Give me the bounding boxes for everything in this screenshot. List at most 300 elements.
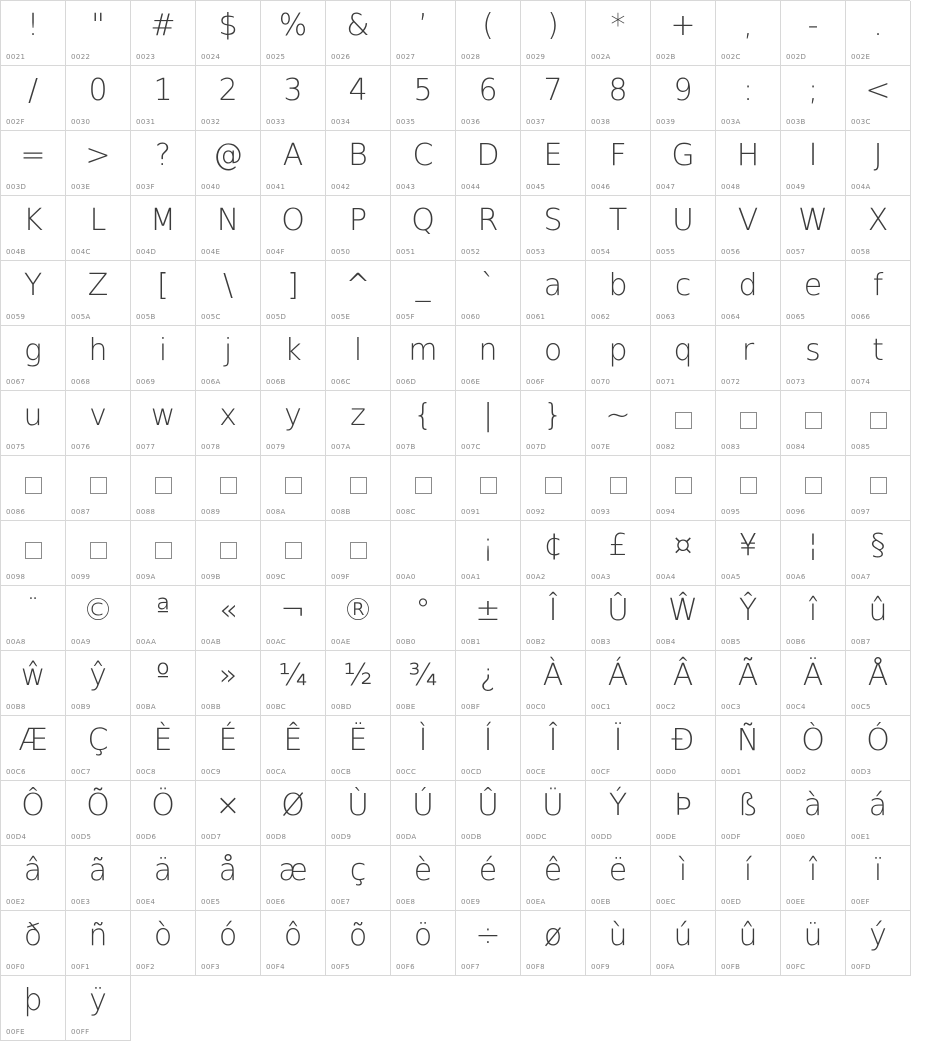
glyph-cell[interactable] <box>1 261 66 326</box>
glyph-codepoint: 0096 <box>786 508 806 516</box>
glyph-cell[interactable] <box>391 846 456 911</box>
glyph-preview: ã <box>88 853 108 888</box>
glyph-cell[interactable] <box>261 911 326 976</box>
glyph-cell[interactable] <box>66 326 131 391</box>
glyph-cell[interactable] <box>781 1 846 66</box>
glyph-cell[interactable] <box>521 846 586 911</box>
glyph-codepoint: 004D <box>136 248 157 256</box>
glyph-preview: Î <box>548 593 558 628</box>
glyph-cell[interactable] <box>326 196 391 261</box>
glyph-cell[interactable] <box>391 261 456 326</box>
glyph-cell[interactable] <box>66 781 131 846</box>
glyph-codepoint: 0027 <box>396 53 416 61</box>
glyph-cell[interactable] <box>1 846 66 911</box>
glyph-cell[interactable] <box>456 846 521 911</box>
glyph-cell[interactable] <box>586 846 651 911</box>
glyph-cell[interactable] <box>456 326 521 391</box>
glyph-cell[interactable] <box>521 66 586 131</box>
glyph-codepoint: 0089 <box>201 508 221 516</box>
glyph-cell[interactable] <box>391 66 456 131</box>
glyph-cell[interactable] <box>131 911 196 976</box>
glyph-cell[interactable] <box>716 1 781 66</box>
glyph-codepoint: 00D8 <box>266 833 287 841</box>
glyph-cell[interactable] <box>456 521 521 586</box>
glyph-cell[interactable] <box>716 131 781 196</box>
glyph-cell[interactable] <box>66 66 131 131</box>
glyph-cell[interactable] <box>651 391 716 456</box>
glyph-cell[interactable] <box>846 196 911 261</box>
glyph-cell[interactable] <box>1 66 66 131</box>
glyph-codepoint: 00AA <box>136 638 157 646</box>
glyph-preview: ¨ <box>25 593 41 628</box>
glyph-cell[interactable] <box>196 846 261 911</box>
glyph-cell[interactable] <box>131 1 196 66</box>
glyph-cell[interactable] <box>66 911 131 976</box>
glyph-cell[interactable] <box>651 1 716 66</box>
glyph-cell[interactable] <box>716 66 781 131</box>
glyph-cell[interactable] <box>131 716 196 781</box>
glyph-cell[interactable] <box>521 196 586 261</box>
glyph-cell[interactable] <box>521 781 586 846</box>
glyph-cell[interactable] <box>781 716 846 781</box>
glyph-cell[interactable] <box>66 651 131 716</box>
glyph-cell[interactable] <box>716 521 781 586</box>
glyph-codepoint: 008C <box>396 508 416 516</box>
glyph-cell[interactable] <box>261 326 326 391</box>
glyph-cell[interactable] <box>716 196 781 261</box>
glyph-codepoint: 00E0 <box>786 833 806 841</box>
glyph-cell[interactable] <box>846 326 911 391</box>
glyph-cell[interactable] <box>586 781 651 846</box>
glyph-codepoint: 00F6 <box>396 963 415 971</box>
glyph-cell[interactable] <box>781 651 846 716</box>
glyph-cell[interactable] <box>326 261 391 326</box>
glyph-cell[interactable] <box>781 586 846 651</box>
glyph-cell[interactable] <box>1 651 66 716</box>
glyph-preview: > <box>85 138 111 173</box>
glyph-preview: b <box>608 268 628 303</box>
glyph-codepoint: 0074 <box>851 378 871 386</box>
glyph-cell[interactable] <box>716 716 781 781</box>
glyph-codepoint: 00BA <box>136 703 157 711</box>
glyph-preview <box>196 460 260 502</box>
glyph-cell[interactable] <box>521 586 586 651</box>
glyph-cell[interactable] <box>391 391 456 456</box>
glyph-cell[interactable] <box>651 326 716 391</box>
glyph-codepoint: 00E4 <box>136 898 156 906</box>
glyph-cell[interactable] <box>66 196 131 261</box>
glyph-codepoint: 0083 <box>721 443 741 451</box>
glyph-cell[interactable] <box>716 781 781 846</box>
glyph-cell[interactable] <box>521 716 586 781</box>
glyph-cell[interactable] <box>716 846 781 911</box>
glyph-preview: Ó <box>866 723 890 758</box>
glyph-preview: ~ <box>605 398 631 433</box>
glyph-codepoint: 00C6 <box>6 768 26 776</box>
glyph-preview <box>131 525 195 567</box>
glyph-cell[interactable] <box>781 846 846 911</box>
glyph-cell[interactable] <box>131 66 196 131</box>
glyph-codepoint: 00B1 <box>461 638 481 646</box>
glyph-cell[interactable] <box>586 391 651 456</box>
glyph-codepoint: 00F9 <box>591 963 610 971</box>
glyph-codepoint: 00C5 <box>851 703 871 711</box>
glyph-cell[interactable] <box>66 586 131 651</box>
glyph-cell[interactable] <box>196 131 261 196</box>
glyph-cell[interactable] <box>651 131 716 196</box>
glyph-cell[interactable] <box>196 521 261 586</box>
glyph-cell[interactable] <box>846 716 911 781</box>
glyph-cell[interactable] <box>846 391 911 456</box>
glyph-cell[interactable] <box>781 456 846 521</box>
glyph-codepoint: 003A <box>721 118 741 126</box>
glyph-cell[interactable] <box>716 391 781 456</box>
glyph-cell[interactable] <box>131 131 196 196</box>
glyph-cell[interactable] <box>261 521 326 586</box>
glyph-codepoint: 0066 <box>851 313 871 321</box>
glyph-preview: 0 <box>88 73 108 108</box>
glyph-codepoint: 00AC <box>266 638 287 646</box>
glyph-cell[interactable] <box>196 911 261 976</box>
glyph-cell[interactable] <box>716 456 781 521</box>
glyph-codepoint: 005C <box>201 313 221 321</box>
glyph-cell[interactable] <box>261 1 326 66</box>
glyph-cell[interactable] <box>521 1 586 66</box>
glyph-cell[interactable] <box>781 781 846 846</box>
glyph-preview: A <box>282 138 304 173</box>
glyph-preview: ç <box>349 853 367 888</box>
glyph-cell[interactable] <box>846 846 911 911</box>
glyph-cell[interactable] <box>261 586 326 651</box>
glyph-cell[interactable] <box>586 326 651 391</box>
glyph-cell[interactable] <box>651 66 716 131</box>
glyph-cell[interactable] <box>651 911 716 976</box>
glyph-codepoint: 003B <box>786 118 806 126</box>
glyph-cell[interactable] <box>1 781 66 846</box>
glyph-cell[interactable] <box>586 456 651 521</box>
glyph-cell[interactable] <box>261 846 326 911</box>
glyph-cell[interactable] <box>521 521 586 586</box>
glyph-codepoint: 009A <box>136 573 156 581</box>
glyph-cell[interactable] <box>456 586 521 651</box>
glyph-cell[interactable] <box>391 196 456 261</box>
glyph-cell[interactable] <box>846 66 911 131</box>
glyph-cell[interactable] <box>651 196 716 261</box>
glyph-codepoint: 00BC <box>266 703 287 711</box>
glyph-preview: § <box>870 528 886 563</box>
glyph-preview: ½ <box>343 658 373 693</box>
glyph-cell[interactable] <box>326 326 391 391</box>
glyph-preview: ? <box>155 138 171 173</box>
glyph-cell[interactable] <box>651 651 716 716</box>
glyph-cell[interactable] <box>66 391 131 456</box>
glyph-cell[interactable] <box>1 1 66 66</box>
glyph-cell[interactable] <box>716 586 781 651</box>
glyph-cell[interactable] <box>326 586 391 651</box>
glyph-cell[interactable] <box>1 131 66 196</box>
glyph-cell[interactable] <box>391 456 456 521</box>
glyph-cell[interactable] <box>1 911 66 976</box>
glyph-cell[interactable] <box>846 456 911 521</box>
glyph-cell[interactable] <box>326 911 391 976</box>
glyph-codepoint: 0025 <box>266 53 286 61</box>
glyph-codepoint: 00A8 <box>6 638 26 646</box>
glyph-cell[interactable] <box>261 651 326 716</box>
glyph-cell[interactable] <box>1 976 66 1041</box>
glyph-preview: ! <box>26 8 40 43</box>
glyph-cell[interactable] <box>521 456 586 521</box>
glyph-codepoint: 0036 <box>461 118 481 126</box>
glyph-cell[interactable] <box>781 521 846 586</box>
glyph-cell[interactable] <box>651 456 716 521</box>
glyph-cell[interactable] <box>586 66 651 131</box>
glyph-preview: f <box>872 268 884 303</box>
glyph-preview <box>521 460 585 502</box>
glyph-cell[interactable] <box>651 261 716 326</box>
glyph-codepoint: 007B <box>396 443 416 451</box>
glyph-cell[interactable] <box>846 131 911 196</box>
glyph-cell[interactable] <box>781 261 846 326</box>
glyph-codepoint: 00EA <box>526 898 546 906</box>
glyph-cell[interactable] <box>196 1 261 66</box>
glyph-codepoint: 003C <box>851 118 871 126</box>
glyph-cell[interactable] <box>1 326 66 391</box>
glyph-cell[interactable] <box>326 391 391 456</box>
glyph-cell[interactable] <box>521 261 586 326</box>
glyph-cell[interactable] <box>391 326 456 391</box>
glyph-codepoint: 00A5 <box>721 573 741 581</box>
glyph-cell[interactable] <box>586 586 651 651</box>
glyph-cell[interactable] <box>196 391 261 456</box>
glyph-cell[interactable] <box>781 66 846 131</box>
glyph-codepoint: 00A2 <box>526 573 546 581</box>
glyph-cell[interactable] <box>456 911 521 976</box>
glyph-cell[interactable] <box>521 131 586 196</box>
glyph-cell[interactable] <box>846 781 911 846</box>
glyph-cell[interactable] <box>196 66 261 131</box>
glyph-preview: ú <box>673 918 693 953</box>
glyph-codepoint: 00CA <box>266 768 287 776</box>
glyph-cell[interactable] <box>196 781 261 846</box>
glyph-cell[interactable] <box>196 196 261 261</box>
glyph-cell[interactable] <box>456 651 521 716</box>
glyph-cell[interactable] <box>1 391 66 456</box>
glyph-cell[interactable] <box>716 911 781 976</box>
glyph-cell[interactable] <box>66 976 131 1041</box>
glyph-cell[interactable] <box>846 1 911 66</box>
glyph-cell[interactable] <box>846 586 911 651</box>
glyph-cell[interactable] <box>261 781 326 846</box>
glyph-preview: ŷ <box>89 658 107 693</box>
glyph-cell[interactable] <box>261 196 326 261</box>
glyph-cell[interactable] <box>196 326 261 391</box>
glyph-cell[interactable] <box>456 131 521 196</box>
glyph-cell[interactable] <box>651 521 716 586</box>
glyph-cell[interactable] <box>131 586 196 651</box>
glyph-codepoint: 004C <box>71 248 91 256</box>
glyph-cell[interactable] <box>261 391 326 456</box>
glyph-preview <box>261 460 325 502</box>
glyph-preview: õ <box>348 918 368 953</box>
glyph-preview: c <box>674 268 692 303</box>
glyph-cell[interactable] <box>391 131 456 196</box>
glyph-preview: Õ <box>86 788 110 823</box>
glyph-cell[interactable] <box>131 651 196 716</box>
glyph-preview: Ñ <box>736 723 760 758</box>
glyph-preview: { <box>413 398 433 433</box>
glyph-cell[interactable] <box>1 456 66 521</box>
glyph-codepoint: 0065 <box>786 313 806 321</box>
glyph-cell[interactable] <box>781 326 846 391</box>
glyph-cell[interactable] <box>196 586 261 651</box>
glyph-cell[interactable] <box>521 326 586 391</box>
glyph-cell[interactable] <box>846 651 911 716</box>
glyph-cell[interactable] <box>521 911 586 976</box>
glyph-cell[interactable] <box>131 391 196 456</box>
glyph-cell[interactable] <box>66 1 131 66</box>
glyph-cell[interactable] <box>846 521 911 586</box>
glyph-cell[interactable] <box>196 261 261 326</box>
glyph-cell[interactable] <box>326 651 391 716</box>
glyph-cell[interactable] <box>1 521 66 586</box>
glyph-preview: è <box>413 853 433 888</box>
glyph-cell[interactable] <box>456 781 521 846</box>
glyph-cell[interactable] <box>196 651 261 716</box>
glyph-cell[interactable] <box>261 131 326 196</box>
glyph-cell[interactable] <box>326 521 391 586</box>
glyph-cell[interactable] <box>846 911 911 976</box>
glyph-cell[interactable] <box>131 261 196 326</box>
glyph-codepoint: 002A <box>591 53 611 61</box>
glyph-cell[interactable] <box>716 326 781 391</box>
glyph-codepoint: 0064 <box>721 313 741 321</box>
glyph-cell[interactable] <box>521 391 586 456</box>
glyph-cell[interactable] <box>716 261 781 326</box>
glyph-cell[interactable] <box>456 391 521 456</box>
glyph-cell[interactable] <box>326 846 391 911</box>
glyph-cell[interactable] <box>716 651 781 716</box>
glyph-cell[interactable] <box>586 196 651 261</box>
glyph-preview: ß <box>737 788 759 823</box>
glyph-codepoint: 003D <box>6 183 27 191</box>
glyph-cell[interactable] <box>781 391 846 456</box>
glyph-cell[interactable] <box>651 781 716 846</box>
glyph-preview: 4 <box>348 73 368 108</box>
glyph-cell[interactable] <box>586 716 651 781</box>
glyph-codepoint: 0056 <box>721 248 741 256</box>
glyph-cell[interactable] <box>456 456 521 521</box>
glyph-codepoint: 00B8 <box>6 703 26 711</box>
glyph-cell[interactable] <box>131 521 196 586</box>
glyph-cell[interactable] <box>326 716 391 781</box>
glyph-cell[interactable] <box>456 261 521 326</box>
glyph-preview: * <box>610 8 626 43</box>
glyph-cell[interactable] <box>1 586 66 651</box>
glyph-cell[interactable] <box>651 846 716 911</box>
glyph-preview: Ï <box>613 723 623 758</box>
glyph-cell[interactable] <box>66 521 131 586</box>
glyph-cell[interactable] <box>521 651 586 716</box>
glyph-cell[interactable] <box>66 261 131 326</box>
glyph-cell[interactable] <box>326 66 391 131</box>
glyph-cell[interactable] <box>261 261 326 326</box>
glyph-preview <box>651 395 715 437</box>
glyph-codepoint: 0069 <box>136 378 156 386</box>
glyph-cell[interactable] <box>326 456 391 521</box>
glyph-cell[interactable] <box>131 326 196 391</box>
glyph-cell[interactable] <box>66 716 131 781</box>
glyph-cell[interactable] <box>261 456 326 521</box>
glyph-preview: y <box>284 398 302 433</box>
glyph-preview: q <box>673 333 693 368</box>
glyph-cell[interactable] <box>391 651 456 716</box>
glyph-cell[interactable] <box>391 911 456 976</box>
glyph-codepoint: 0053 <box>526 248 546 256</box>
glyph-cell[interactable] <box>586 1 651 66</box>
glyph-cell[interactable] <box>131 456 196 521</box>
glyph-cell[interactable] <box>131 196 196 261</box>
glyph-cell[interactable] <box>326 781 391 846</box>
glyph-cell[interactable] <box>66 846 131 911</box>
glyph-cell[interactable] <box>326 1 391 66</box>
glyph-cell[interactable] <box>261 66 326 131</box>
glyph-cell[interactable] <box>586 651 651 716</box>
glyph-codepoint: 0058 <box>851 248 871 256</box>
glyph-cell[interactable] <box>66 131 131 196</box>
glyph-cell[interactable] <box>586 911 651 976</box>
glyph-cell[interactable] <box>651 716 716 781</box>
glyph-cell[interactable] <box>781 911 846 976</box>
glyph-cell[interactable] <box>651 586 716 651</box>
glyph-codepoint: 00FA <box>656 963 675 971</box>
glyph-preview: ¬ <box>280 593 306 628</box>
glyph-cell[interactable] <box>391 716 456 781</box>
glyph-cell[interactable] <box>326 131 391 196</box>
glyph-cell[interactable] <box>846 261 911 326</box>
glyph-cell[interactable] <box>131 846 196 911</box>
glyph-cell[interactable] <box>196 716 261 781</box>
glyph-cell[interactable] <box>781 131 846 196</box>
glyph-cell[interactable] <box>586 261 651 326</box>
glyph-preview: ( <box>482 8 494 43</box>
glyph-cell[interactable] <box>456 196 521 261</box>
glyph-codepoint: 00D5 <box>71 833 92 841</box>
glyph-cell[interactable] <box>66 456 131 521</box>
glyph-cell[interactable] <box>261 716 326 781</box>
glyph-preview: ; <box>807 73 819 108</box>
glyph-cell[interactable] <box>391 1 456 66</box>
glyph-preview: ) <box>547 8 559 43</box>
glyph-cell[interactable] <box>586 131 651 196</box>
glyph-cell[interactable] <box>131 781 196 846</box>
glyph-codepoint: 0063 <box>656 313 676 321</box>
glyph-cell[interactable] <box>391 781 456 846</box>
glyph-cell[interactable] <box>1 716 66 781</box>
glyph-preview: ¥ <box>738 528 758 563</box>
glyph-cell[interactable] <box>586 521 651 586</box>
glyph-cell[interactable] <box>391 521 456 586</box>
glyph-cell[interactable] <box>456 1 521 66</box>
glyph-cell[interactable] <box>456 66 521 131</box>
glyph-codepoint: 005F <box>396 313 415 321</box>
glyph-cell[interactable] <box>1 196 66 261</box>
glyph-cell[interactable] <box>391 586 456 651</box>
glyph-preview: Å <box>867 658 889 693</box>
glyph-preview: % <box>278 8 308 43</box>
glyph-cell[interactable] <box>456 716 521 781</box>
glyph-cell[interactable] <box>196 456 261 521</box>
glyph-cell[interactable] <box>781 196 846 261</box>
